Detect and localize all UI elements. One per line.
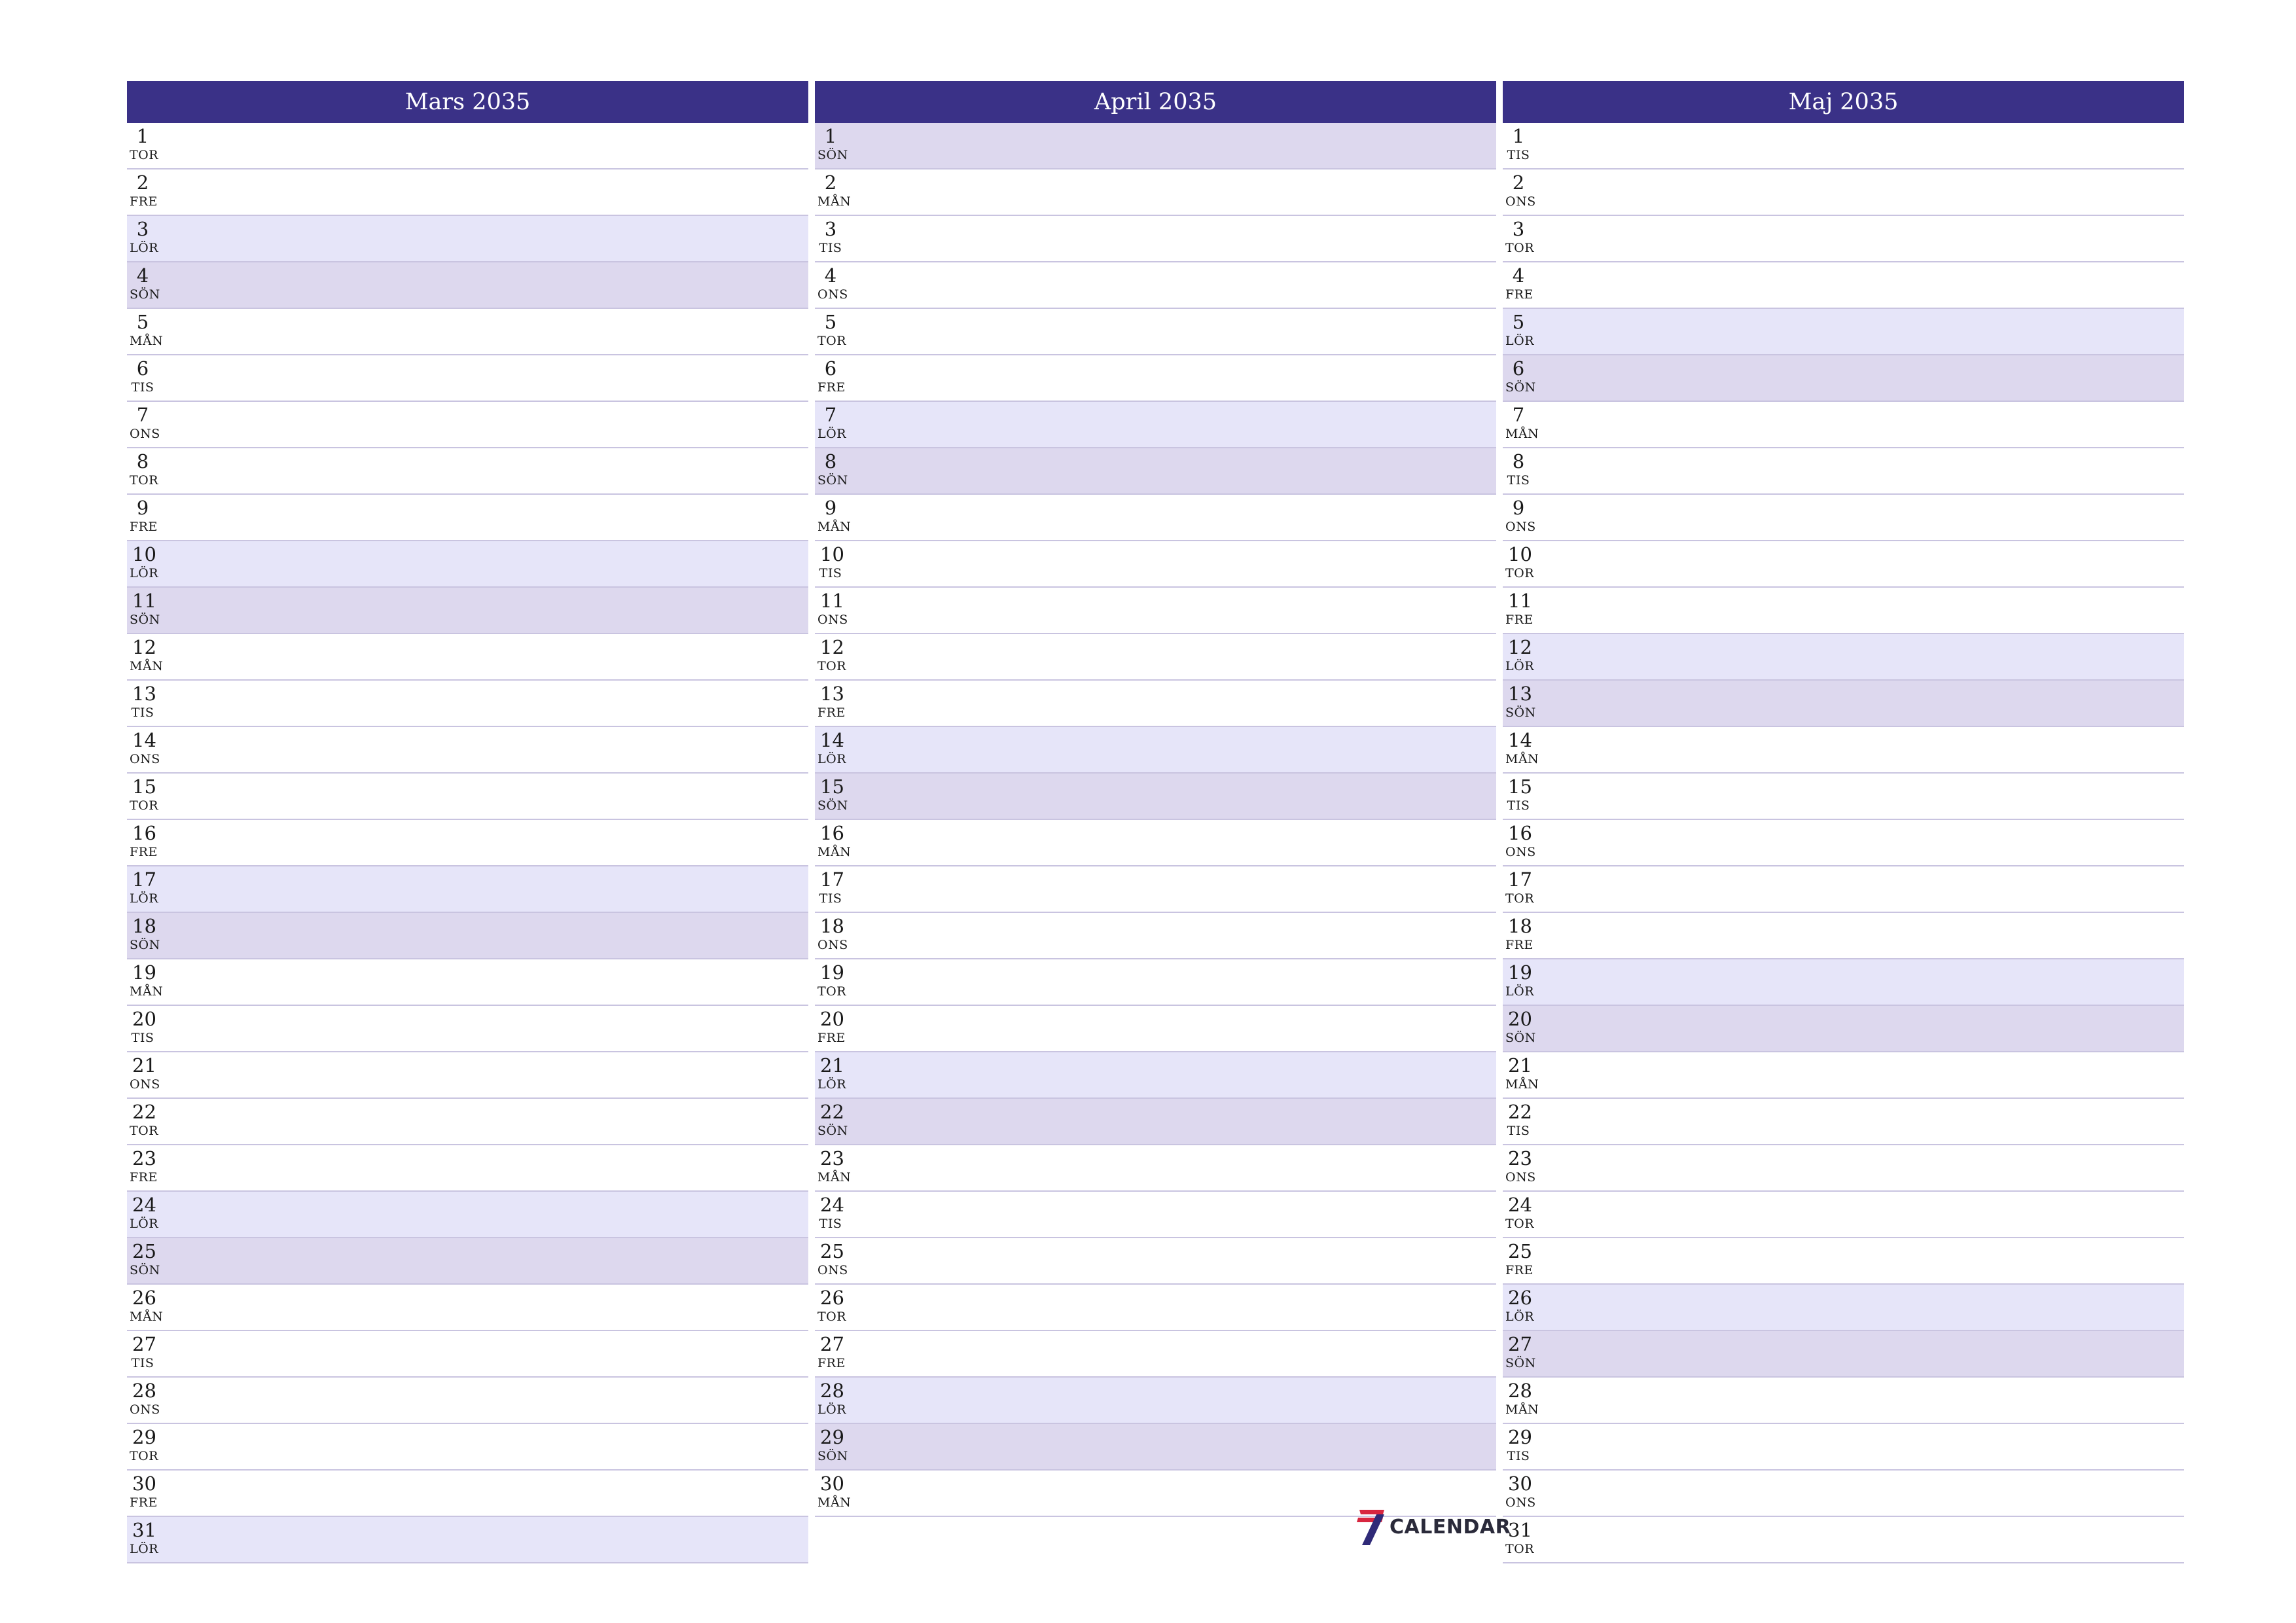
weekday-label: FRE — [130, 1495, 158, 1510]
weekday-label: TOR — [130, 473, 159, 488]
day-list — [815, 123, 1496, 1517]
day-row — [127, 402, 808, 448]
day-row — [815, 1192, 1496, 1238]
weekday-label: ONS — [817, 1263, 848, 1277]
day-row — [815, 913, 1496, 959]
weekday-label: ONS — [1505, 1170, 1536, 1185]
day-number: 20 — [820, 1008, 844, 1030]
weekday-label: MÅN — [130, 1310, 164, 1324]
day-number: 30 — [1508, 1472, 1532, 1495]
day-number: 1 — [1512, 125, 1525, 147]
day-number: 4 — [136, 264, 149, 287]
day-number: 28 — [820, 1380, 844, 1402]
day-number: 23 — [1508, 1147, 1532, 1169]
weekday-label: MÅN — [817, 520, 852, 534]
day-number: 5 — [136, 311, 149, 333]
weekday-label: LÖR — [1505, 334, 1534, 348]
day-row — [1503, 495, 2184, 541]
day-number: 15 — [1508, 776, 1532, 798]
weekday-label: TOR — [1505, 1542, 1535, 1556]
day-row — [815, 774, 1496, 820]
day-row — [815, 1145, 1496, 1192]
day-row — [1503, 123, 2184, 169]
weekday-label: TIS — [1507, 1124, 1530, 1138]
day-number: 5 — [1512, 311, 1525, 333]
weekday-label: SÖN — [1505, 1356, 1536, 1370]
day-number: 21 — [1508, 1054, 1532, 1077]
weekday-label: SÖN — [817, 1449, 848, 1463]
weekday-label: ONS — [130, 427, 160, 441]
day-number: 19 — [132, 961, 156, 984]
weekday-label: MÅN — [817, 1170, 852, 1185]
day-number: 7 — [1512, 404, 1525, 426]
weekday-label: MÅN — [1505, 1077, 1539, 1092]
weekday-label: LÖR — [1505, 659, 1534, 673]
day-row — [127, 1052, 808, 1099]
day-number: 25 — [132, 1240, 156, 1262]
weekday-label: LÖR — [817, 1402, 846, 1417]
day-row — [1503, 1517, 2184, 1563]
weekday-label: LÖR — [130, 1217, 158, 1231]
day-row — [1503, 1192, 2184, 1238]
day-number: 10 — [1508, 543, 1532, 565]
weekday-label: ONS — [1505, 520, 1536, 534]
day-number: 22 — [820, 1101, 844, 1123]
day-row — [127, 495, 808, 541]
day-row — [127, 309, 808, 355]
day-row — [127, 1285, 808, 1331]
weekday-label: TIS — [819, 566, 842, 580]
day-number: 10 — [132, 543, 156, 565]
day-row — [1503, 1331, 2184, 1378]
day-number: 19 — [1508, 961, 1532, 984]
weekday-label: SÖN — [1505, 1031, 1536, 1045]
day-number: 7 — [136, 404, 149, 426]
day-row — [127, 1192, 808, 1238]
day-row — [1503, 216, 2184, 262]
day-number: 3 — [136, 218, 149, 240]
weekday-label: FRE — [817, 380, 846, 395]
day-number: 23 — [132, 1147, 156, 1169]
weekday-label: TIS — [131, 705, 154, 720]
weekday-label: ONS — [1505, 1495, 1536, 1510]
day-row — [815, 448, 1496, 495]
day-number: 12 — [820, 636, 844, 658]
day-row — [127, 1331, 808, 1378]
day-number: 1 — [136, 125, 149, 147]
day-row — [127, 866, 808, 913]
day-number: 26 — [820, 1287, 844, 1309]
day-number: 16 — [1508, 822, 1532, 844]
day-row — [815, 1099, 1496, 1145]
day-number: 27 — [820, 1333, 844, 1355]
month-title: April 2035 — [815, 81, 1496, 123]
day-number: 2 — [136, 171, 149, 194]
weekday-label: TIS — [819, 891, 842, 906]
weekday-label: ONS — [130, 752, 160, 766]
day-row — [127, 355, 808, 402]
day-row — [1503, 959, 2184, 1006]
weekday-label: LÖR — [817, 752, 846, 766]
day-number: 21 — [820, 1054, 844, 1077]
day-number: 21 — [132, 1054, 156, 1077]
weekday-label: SÖN — [130, 938, 160, 952]
day-number: 9 — [136, 497, 149, 519]
weekday-label: MÅN — [1505, 1402, 1539, 1417]
day-number: 17 — [820, 868, 844, 891]
day-row — [127, 634, 808, 681]
day-number: 20 — [132, 1008, 156, 1030]
day-number: 9 — [824, 497, 837, 519]
day-number: 16 — [132, 822, 156, 844]
day-row — [815, 1285, 1496, 1331]
day-number: 31 — [1508, 1519, 1532, 1541]
day-number: 23 — [820, 1147, 844, 1169]
month-column-april — [815, 81, 1496, 1517]
day-number: 27 — [132, 1333, 156, 1355]
day-row — [127, 169, 808, 216]
day-number: 18 — [1508, 915, 1532, 937]
weekday-label: MÅN — [130, 659, 164, 673]
day-row — [1503, 1424, 2184, 1471]
day-row — [127, 959, 808, 1006]
day-number: 28 — [132, 1380, 156, 1402]
day-row — [1503, 1471, 2184, 1517]
day-row — [815, 1331, 1496, 1378]
day-row — [815, 1006, 1496, 1052]
day-row — [1503, 262, 2184, 309]
day-number: 6 — [136, 357, 149, 380]
day-number: 11 — [1508, 590, 1532, 612]
day-number: 3 — [1512, 218, 1525, 240]
weekday-label: TIS — [819, 1217, 842, 1231]
weekday-label: TOR — [130, 1449, 159, 1463]
weekday-label: TOR — [1505, 1217, 1535, 1231]
day-row — [1503, 169, 2184, 216]
day-row — [815, 820, 1496, 866]
day-row — [127, 681, 808, 727]
day-number: 20 — [1508, 1008, 1532, 1030]
weekday-label: SÖN — [130, 287, 160, 302]
day-number: 11 — [132, 590, 156, 612]
weekday-label: FRE — [130, 194, 158, 209]
day-row — [815, 402, 1496, 448]
day-row — [1503, 1238, 2184, 1285]
day-number: 13 — [1508, 683, 1532, 705]
weekday-label: MÅN — [130, 984, 164, 999]
day-number: 29 — [820, 1426, 844, 1448]
day-number: 17 — [1508, 868, 1532, 891]
day-row — [1503, 1285, 2184, 1331]
weekday-label: SÖN — [1505, 380, 1536, 395]
weekday-label: LÖR — [1505, 984, 1534, 999]
day-number: 8 — [1512, 450, 1525, 473]
day-row — [1503, 1006, 2184, 1052]
weekday-label: LÖR — [1505, 1310, 1534, 1324]
day-number: 8 — [136, 450, 149, 473]
day-number: 31 — [132, 1519, 156, 1541]
day-row — [815, 541, 1496, 588]
day-row — [127, 448, 808, 495]
day-number: 30 — [820, 1472, 844, 1495]
day-row — [127, 774, 808, 820]
day-row — [1503, 448, 2184, 495]
weekday-label: SÖN — [1505, 705, 1536, 720]
day-row — [127, 820, 808, 866]
day-number: 12 — [132, 636, 156, 658]
weekday-label: FRE — [130, 520, 158, 534]
month-column-mars — [127, 81, 808, 1563]
day-number: 15 — [820, 776, 844, 798]
day-number: 11 — [820, 590, 844, 612]
day-row — [815, 959, 1496, 1006]
weekday-label: TOR — [1505, 891, 1535, 906]
day-number: 1 — [824, 125, 837, 147]
day-row — [127, 541, 808, 588]
weekday-label: SÖN — [817, 473, 848, 488]
weekday-label: TIS — [131, 1356, 154, 1370]
day-number: 6 — [824, 357, 837, 380]
day-number: 24 — [132, 1194, 156, 1216]
day-row — [815, 588, 1496, 634]
day-row — [1503, 1052, 2184, 1099]
weekday-label: LÖR — [130, 1542, 158, 1556]
weekday-label: TIS — [1507, 798, 1530, 813]
day-row — [1503, 541, 2184, 588]
weekday-label: TIS — [1507, 473, 1530, 488]
day-list — [1503, 123, 2184, 1563]
day-row — [815, 216, 1496, 262]
day-number: 24 — [1508, 1194, 1532, 1216]
weekday-label: TOR — [817, 984, 847, 999]
day-number: 4 — [824, 264, 837, 287]
day-row — [1503, 588, 2184, 634]
day-number: 3 — [824, 218, 837, 240]
day-number: 13 — [820, 683, 844, 705]
weekday-label: FRE — [130, 845, 158, 859]
day-row — [1503, 774, 2184, 820]
weekday-label: FRE — [817, 1356, 846, 1370]
weekday-label: TOR — [1505, 241, 1535, 255]
day-row — [127, 262, 808, 309]
day-row — [815, 634, 1496, 681]
day-number: 7 — [824, 404, 837, 426]
day-number: 28 — [1508, 1380, 1532, 1402]
weekday-label: FRE — [130, 1170, 158, 1185]
weekday-label: ONS — [1505, 845, 1536, 859]
day-row — [815, 262, 1496, 309]
weekday-label: FRE — [1505, 287, 1534, 302]
day-row — [815, 123, 1496, 169]
weekday-label: TOR — [130, 1124, 159, 1138]
day-number: 26 — [132, 1287, 156, 1309]
day-number: 4 — [1512, 264, 1525, 287]
weekday-label: ONS — [817, 287, 848, 302]
weekday-label: SÖN — [817, 798, 848, 813]
day-number: 14 — [820, 729, 844, 751]
day-row — [815, 495, 1496, 541]
day-row — [1503, 402, 2184, 448]
day-number: 6 — [1512, 357, 1525, 380]
day-number: 5 — [824, 311, 837, 333]
day-number: 13 — [132, 683, 156, 705]
day-row — [127, 1424, 808, 1471]
day-number: 25 — [820, 1240, 844, 1262]
day-row — [127, 588, 808, 634]
weekday-label: FRE — [1505, 938, 1534, 952]
day-row — [815, 681, 1496, 727]
day-row — [127, 1006, 808, 1052]
day-row — [1503, 1099, 2184, 1145]
day-number: 12 — [1508, 636, 1532, 658]
weekday-label: FRE — [817, 1031, 846, 1045]
day-number: 15 — [132, 776, 156, 798]
weekday-label: ONS — [817, 613, 848, 627]
day-row — [1503, 1145, 2184, 1192]
weekday-label: TIS — [1507, 148, 1530, 162]
day-number: 17 — [132, 868, 156, 891]
weekday-label: TOR — [1505, 566, 1535, 580]
day-number: 22 — [132, 1101, 156, 1123]
day-number: 29 — [1508, 1426, 1532, 1448]
weekday-label: TIS — [131, 1031, 154, 1045]
day-row — [1503, 727, 2184, 774]
day-row — [127, 123, 808, 169]
day-number: 8 — [824, 450, 837, 473]
day-number: 29 — [132, 1426, 156, 1448]
weekday-label: SÖN — [130, 1263, 160, 1277]
day-row — [815, 355, 1496, 402]
day-row — [127, 1517, 808, 1563]
day-number: 14 — [1508, 729, 1532, 751]
day-row — [1503, 634, 2184, 681]
month-title: Maj 2035 — [1503, 81, 2184, 123]
weekday-label: LÖR — [817, 427, 846, 441]
day-number: 2 — [1512, 171, 1525, 194]
day-row — [815, 1378, 1496, 1424]
weekday-label: TOR — [130, 798, 159, 813]
day-number: 26 — [1508, 1287, 1532, 1309]
weekday-label: MÅN — [817, 194, 852, 209]
day-row — [1503, 355, 2184, 402]
day-number: 16 — [820, 822, 844, 844]
weekday-label: FRE — [1505, 1263, 1534, 1277]
day-row — [127, 1238, 808, 1285]
weekday-label: TIS — [131, 380, 154, 395]
day-number: 2 — [824, 171, 837, 194]
weekday-label: LÖR — [817, 1077, 846, 1092]
weekday-label: SÖN — [130, 613, 160, 627]
day-number: 10 — [820, 543, 844, 565]
weekday-label: FRE — [1505, 613, 1534, 627]
weekday-label: MÅN — [1505, 427, 1539, 441]
weekday-label: MÅN — [130, 334, 164, 348]
day-row — [815, 727, 1496, 774]
weekday-label: FRE — [817, 705, 846, 720]
day-row — [127, 1471, 808, 1517]
day-row — [127, 1145, 808, 1192]
day-number: 27 — [1508, 1333, 1532, 1355]
day-number: 9 — [1512, 497, 1525, 519]
day-row — [1503, 820, 2184, 866]
day-row — [815, 1424, 1496, 1471]
day-number: 24 — [820, 1194, 844, 1216]
weekday-label: TOR — [130, 148, 159, 162]
day-row — [127, 727, 808, 774]
day-row — [127, 1099, 808, 1145]
day-row — [1503, 681, 2184, 727]
day-row — [127, 1378, 808, 1424]
day-row — [1503, 913, 2184, 959]
seven-logo-icon — [1357, 1508, 1386, 1545]
day-number: 30 — [132, 1472, 156, 1495]
weekday-label: MÅN — [817, 1495, 852, 1510]
weekday-label: TOR — [817, 659, 847, 673]
weekday-label: TOR — [817, 334, 847, 348]
weekday-label: TOR — [817, 1310, 847, 1324]
weekday-label: TIS — [819, 241, 842, 255]
day-row — [815, 309, 1496, 355]
weekday-label: MÅN — [1505, 752, 1539, 766]
weekday-label: ONS — [130, 1402, 160, 1417]
day-number: 18 — [820, 915, 844, 937]
day-row — [815, 866, 1496, 913]
day-number: 25 — [1508, 1240, 1532, 1262]
weekday-label: LÖR — [130, 891, 158, 906]
day-row — [127, 913, 808, 959]
weekday-label: ONS — [130, 1077, 160, 1092]
weekday-label: TIS — [1507, 1449, 1530, 1463]
month-title: Mars 2035 — [127, 81, 808, 123]
day-row — [127, 216, 808, 262]
day-number: 14 — [132, 729, 156, 751]
day-row — [1503, 1378, 2184, 1424]
calendar-logo — [1357, 1507, 1511, 1546]
weekday-label: ONS — [817, 938, 848, 952]
day-number: 18 — [132, 915, 156, 937]
day-row — [815, 169, 1496, 216]
day-row — [1503, 866, 2184, 913]
weekday-label: LÖR — [130, 566, 158, 580]
weekday-label: LÖR — [130, 241, 158, 255]
month-column-maj — [1503, 81, 2184, 1563]
day-number: 22 — [1508, 1101, 1532, 1123]
day-row — [815, 1238, 1496, 1285]
day-number: 19 — [820, 961, 844, 984]
weekday-label: ONS — [1505, 194, 1536, 209]
day-row — [815, 1052, 1496, 1099]
weekday-label: SÖN — [817, 1124, 848, 1138]
day-list — [127, 123, 808, 1563]
weekday-label: MÅN — [817, 845, 852, 859]
weekday-label: SÖN — [817, 148, 848, 162]
logo-text: CALENDAR — [1390, 1515, 1511, 1539]
day-row — [1503, 309, 2184, 355]
